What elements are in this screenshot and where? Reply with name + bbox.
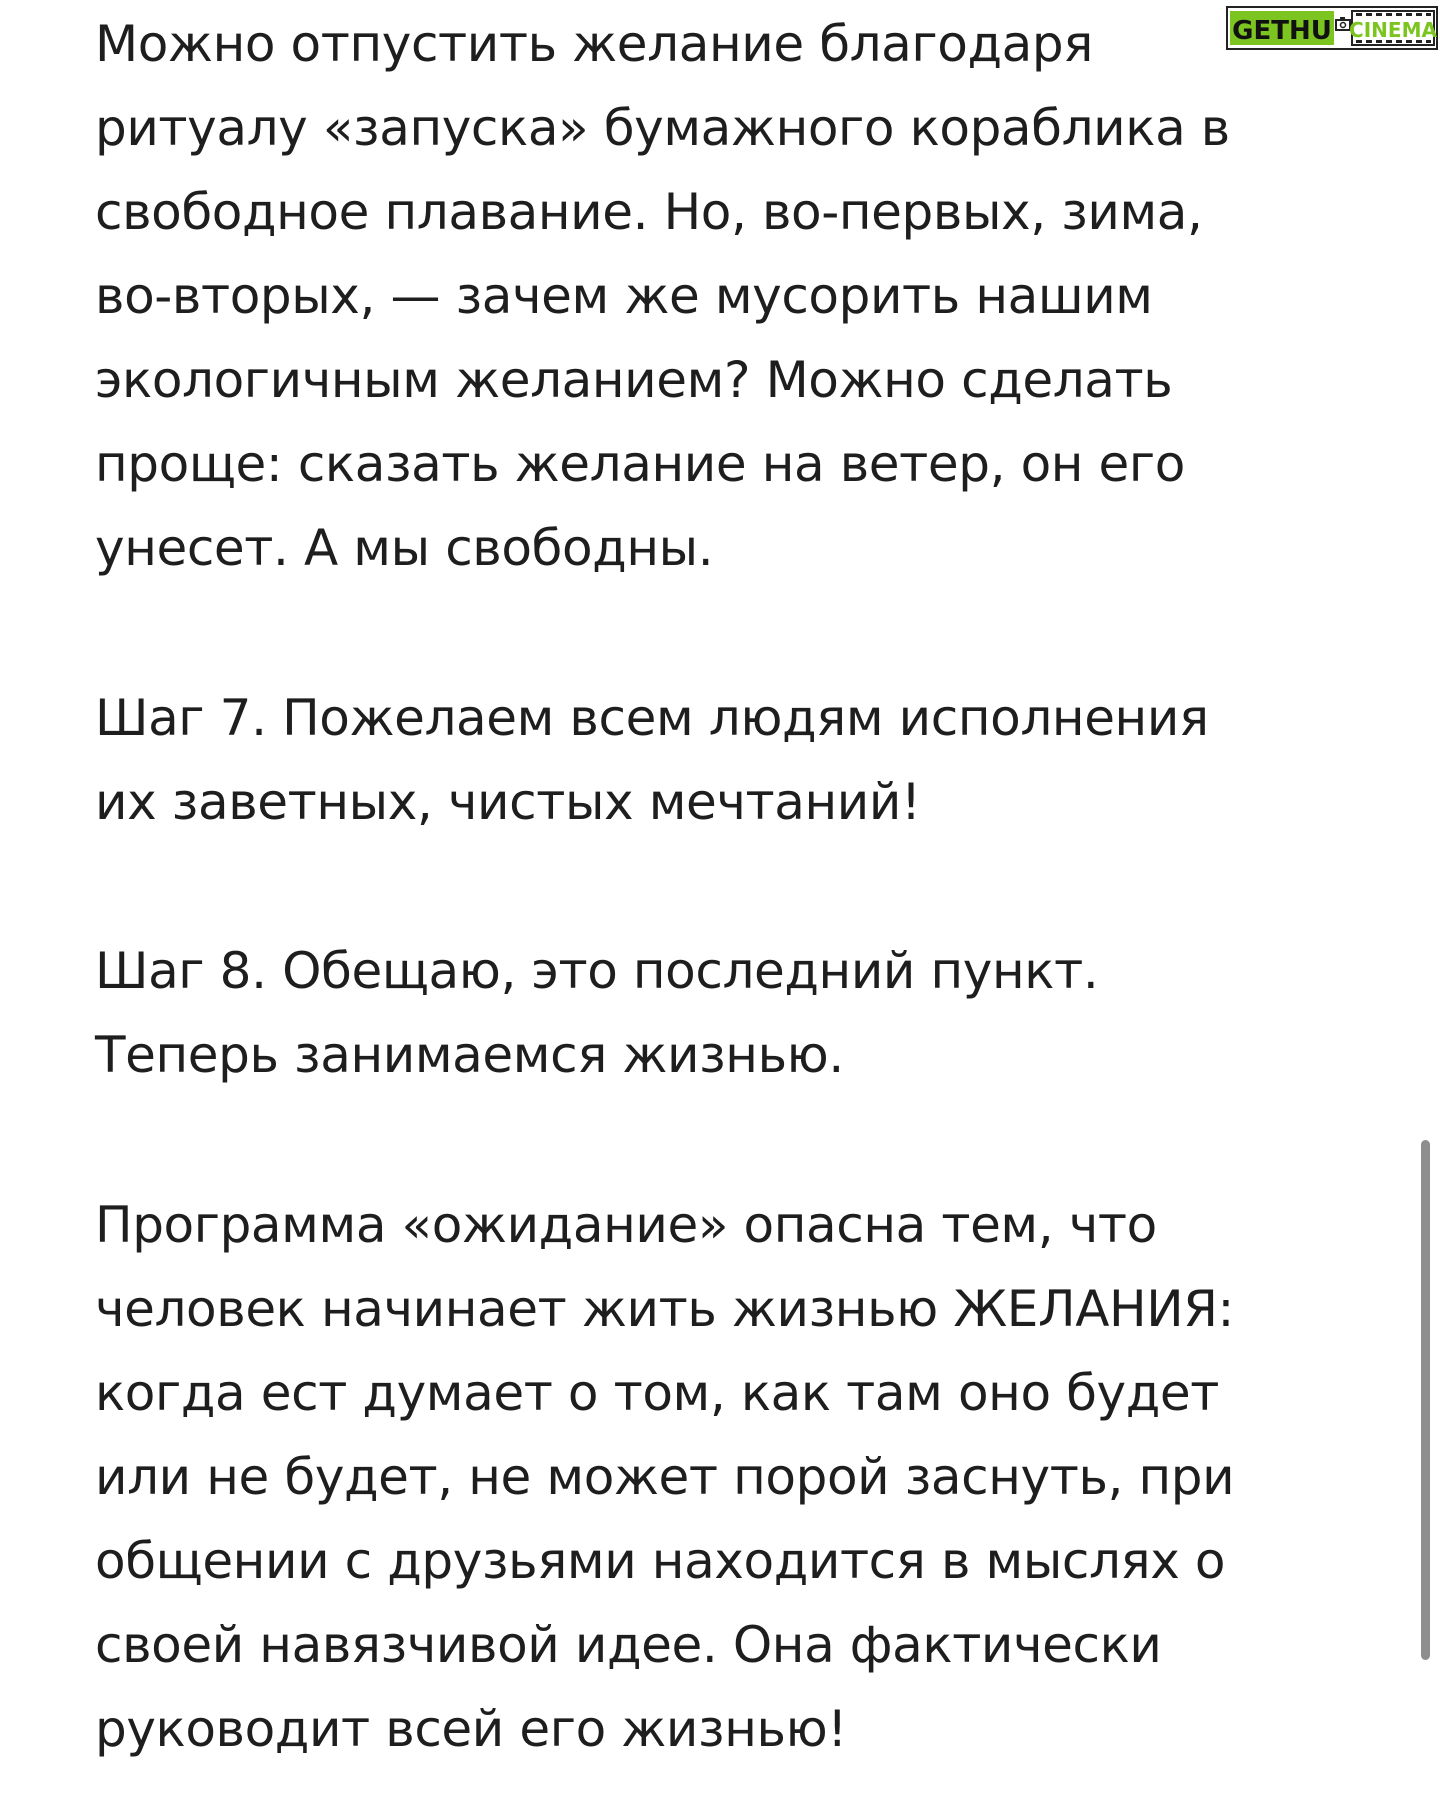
text-line: Теперь занимаемся жизнью.: [95, 1026, 844, 1084]
text-line: Шаг 8. Обещаю, это последний пункт.: [95, 942, 1099, 1000]
text-line: ритуалу «запуска» бумажного кораблика в: [95, 99, 1230, 157]
text-line: их заветных, чистых мечтаний!: [95, 773, 921, 831]
text-line: своей навязчивой идее. Она фактически: [95, 1616, 1162, 1674]
text-line: когда ест думает о том, как там оно будет: [95, 1364, 1220, 1422]
text-line: общении с друзьями находится в мыслях о: [95, 1532, 1226, 1590]
svg-text:CINEMA: CINEMA: [1349, 18, 1437, 42]
paragraph-step-8: [95, 929, 1385, 1097]
svg-text:GETHU: GETHU: [1232, 16, 1332, 46]
text-line: Шаг 7. Пожелаем всем людям исполнения: [95, 689, 1209, 747]
text-line: Программа «ожидание» опасна тем, что: [95, 1196, 1157, 1254]
paragraph-waiting-program: [95, 1183, 1385, 1771]
text-line: проще: сказать желание на ветер, он его: [95, 435, 1185, 493]
text-line: руководит всей его жизнью!: [95, 1700, 847, 1758]
text-line: унесет. А мы свободны.: [95, 519, 714, 577]
text-line: Можно отпустить желание благодаря: [95, 15, 1093, 73]
text-line: свободное плавание. Но, во-первых, зима,: [95, 183, 1203, 241]
paragraph-release-wish: [95, 2, 1385, 590]
text-line: экологичным желанием? Можно сделать: [95, 351, 1173, 409]
text-line: или не будет, не может порой заснуть, при: [95, 1448, 1235, 1506]
text-line: во-вторых, — зачем же мусорить нашим: [95, 267, 1153, 325]
paragraph-step-7: [95, 676, 1385, 844]
text-line: человек начинает жить жизнью ЖЕЛАНИЯ:: [95, 1280, 1234, 1338]
vertical-scrollbar-thumb[interactable]: [1421, 1140, 1430, 1660]
